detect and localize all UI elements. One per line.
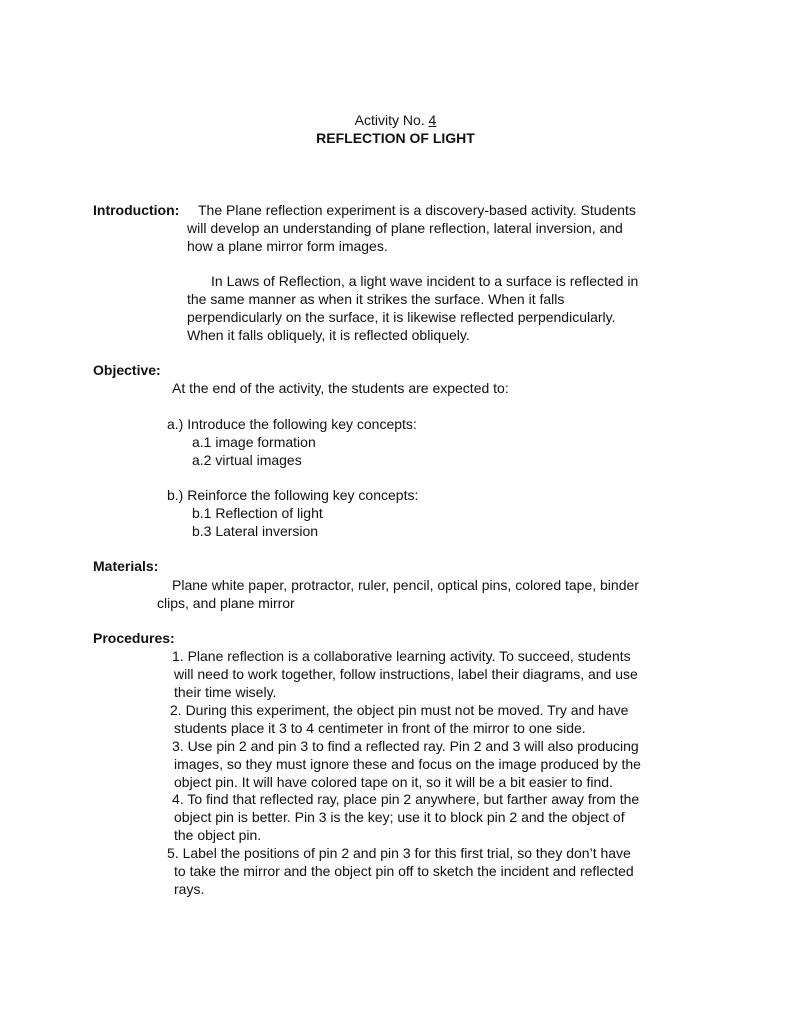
objective-item-a: a.) Introduce the following key concepts: bbox=[167, 416, 417, 432]
objective-item-b: b.) Reinforce the following key concepts: bbox=[167, 487, 419, 503]
procedure-line: 3. Use pin 2 and pin 3 to find a reflected ray. Pin 2 and 3 will also producing bbox=[172, 738, 639, 754]
procedure-line: the object pin. bbox=[174, 827, 262, 843]
objective-sub-item: b.3 Lateral inversion bbox=[192, 523, 319, 539]
intro-p2-line: the same manner as when it strikes the surface. When it falls bbox=[187, 291, 565, 307]
objective-intro: At the end of the activity, the students are expected to: bbox=[172, 380, 509, 396]
objective-sub-item: b.1 Reflection of light bbox=[192, 505, 323, 521]
materials-line: clips, and plane mirror bbox=[157, 595, 295, 611]
procedure-line: students place it 3 to 4 centimeter in front of the mirror to one side. bbox=[174, 720, 586, 736]
intro-p2-line: In Laws of Reflection, a light wave incident to a surface is reflected in bbox=[211, 273, 639, 289]
intro-p1-line: The Plane reflection experiment is a discovery-based activity. Students bbox=[198, 202, 636, 218]
document-title: REFLECTION OF LIGHT bbox=[316, 130, 475, 146]
procedure-line: will need to work together, follow instructions, label their diagrams, and use bbox=[174, 666, 638, 682]
objective-sub-item: a.2 virtual images bbox=[192, 452, 302, 468]
activity-label: Activity No. bbox=[354, 112, 425, 128]
procedure-line: rays. bbox=[174, 881, 205, 897]
materials-heading: Materials: bbox=[93, 558, 159, 574]
procedure-line: 2. During this experiment, the object pin must not be moved. Try and have bbox=[170, 702, 629, 718]
procedure-line: object pin. It will have colored tape on it, so it will be a bit easier to find. bbox=[174, 774, 613, 790]
materials-line: Plane white paper, protractor, ruler, pencil, optical pins, colored tape, binder bbox=[172, 577, 639, 593]
procedure-line: to take the mirror and the object pin off to sketch the incident and reflected bbox=[174, 863, 634, 879]
introduction-heading: Introduction: bbox=[93, 202, 180, 218]
procedures-heading: Procedures: bbox=[93, 630, 175, 646]
activity-number: 4 bbox=[428, 112, 437, 128]
activity-number-line bbox=[0, 111, 791, 129]
intro-p2-line: When it falls obliquely, it is reflected obliquely. bbox=[187, 327, 470, 343]
intro-p2-line: perpendicularly on the surface, it is likewise reflected perpendicularly. bbox=[187, 309, 616, 325]
procedure-line: 4. To find that reflected ray, place pin 2 anywhere, but farther away from the bbox=[172, 791, 640, 807]
procedure-line: 5. Label the positions of pin 2 and pin 3 for this first trial, so they don’t have bbox=[167, 845, 631, 861]
procedure-line: object pin is better. Pin 3 is the key; use it to block pin 2 and the object of bbox=[174, 809, 625, 825]
objective-heading: Objective: bbox=[93, 362, 161, 378]
intro-p1-line: will develop an understanding of plane reflection, lateral inversion, and bbox=[187, 220, 623, 236]
intro-p1-line: how a plane mirror form images. bbox=[187, 238, 388, 254]
objective-sub-item: a.1 image formation bbox=[192, 434, 316, 450]
procedure-line: their time wisely. bbox=[174, 684, 277, 700]
procedure-line: images, so they must ignore these and focus on the image produced by the bbox=[174, 756, 641, 772]
procedure-line: 1. Plane reflection is a collaborative learning activity. To succeed, students bbox=[172, 648, 631, 664]
